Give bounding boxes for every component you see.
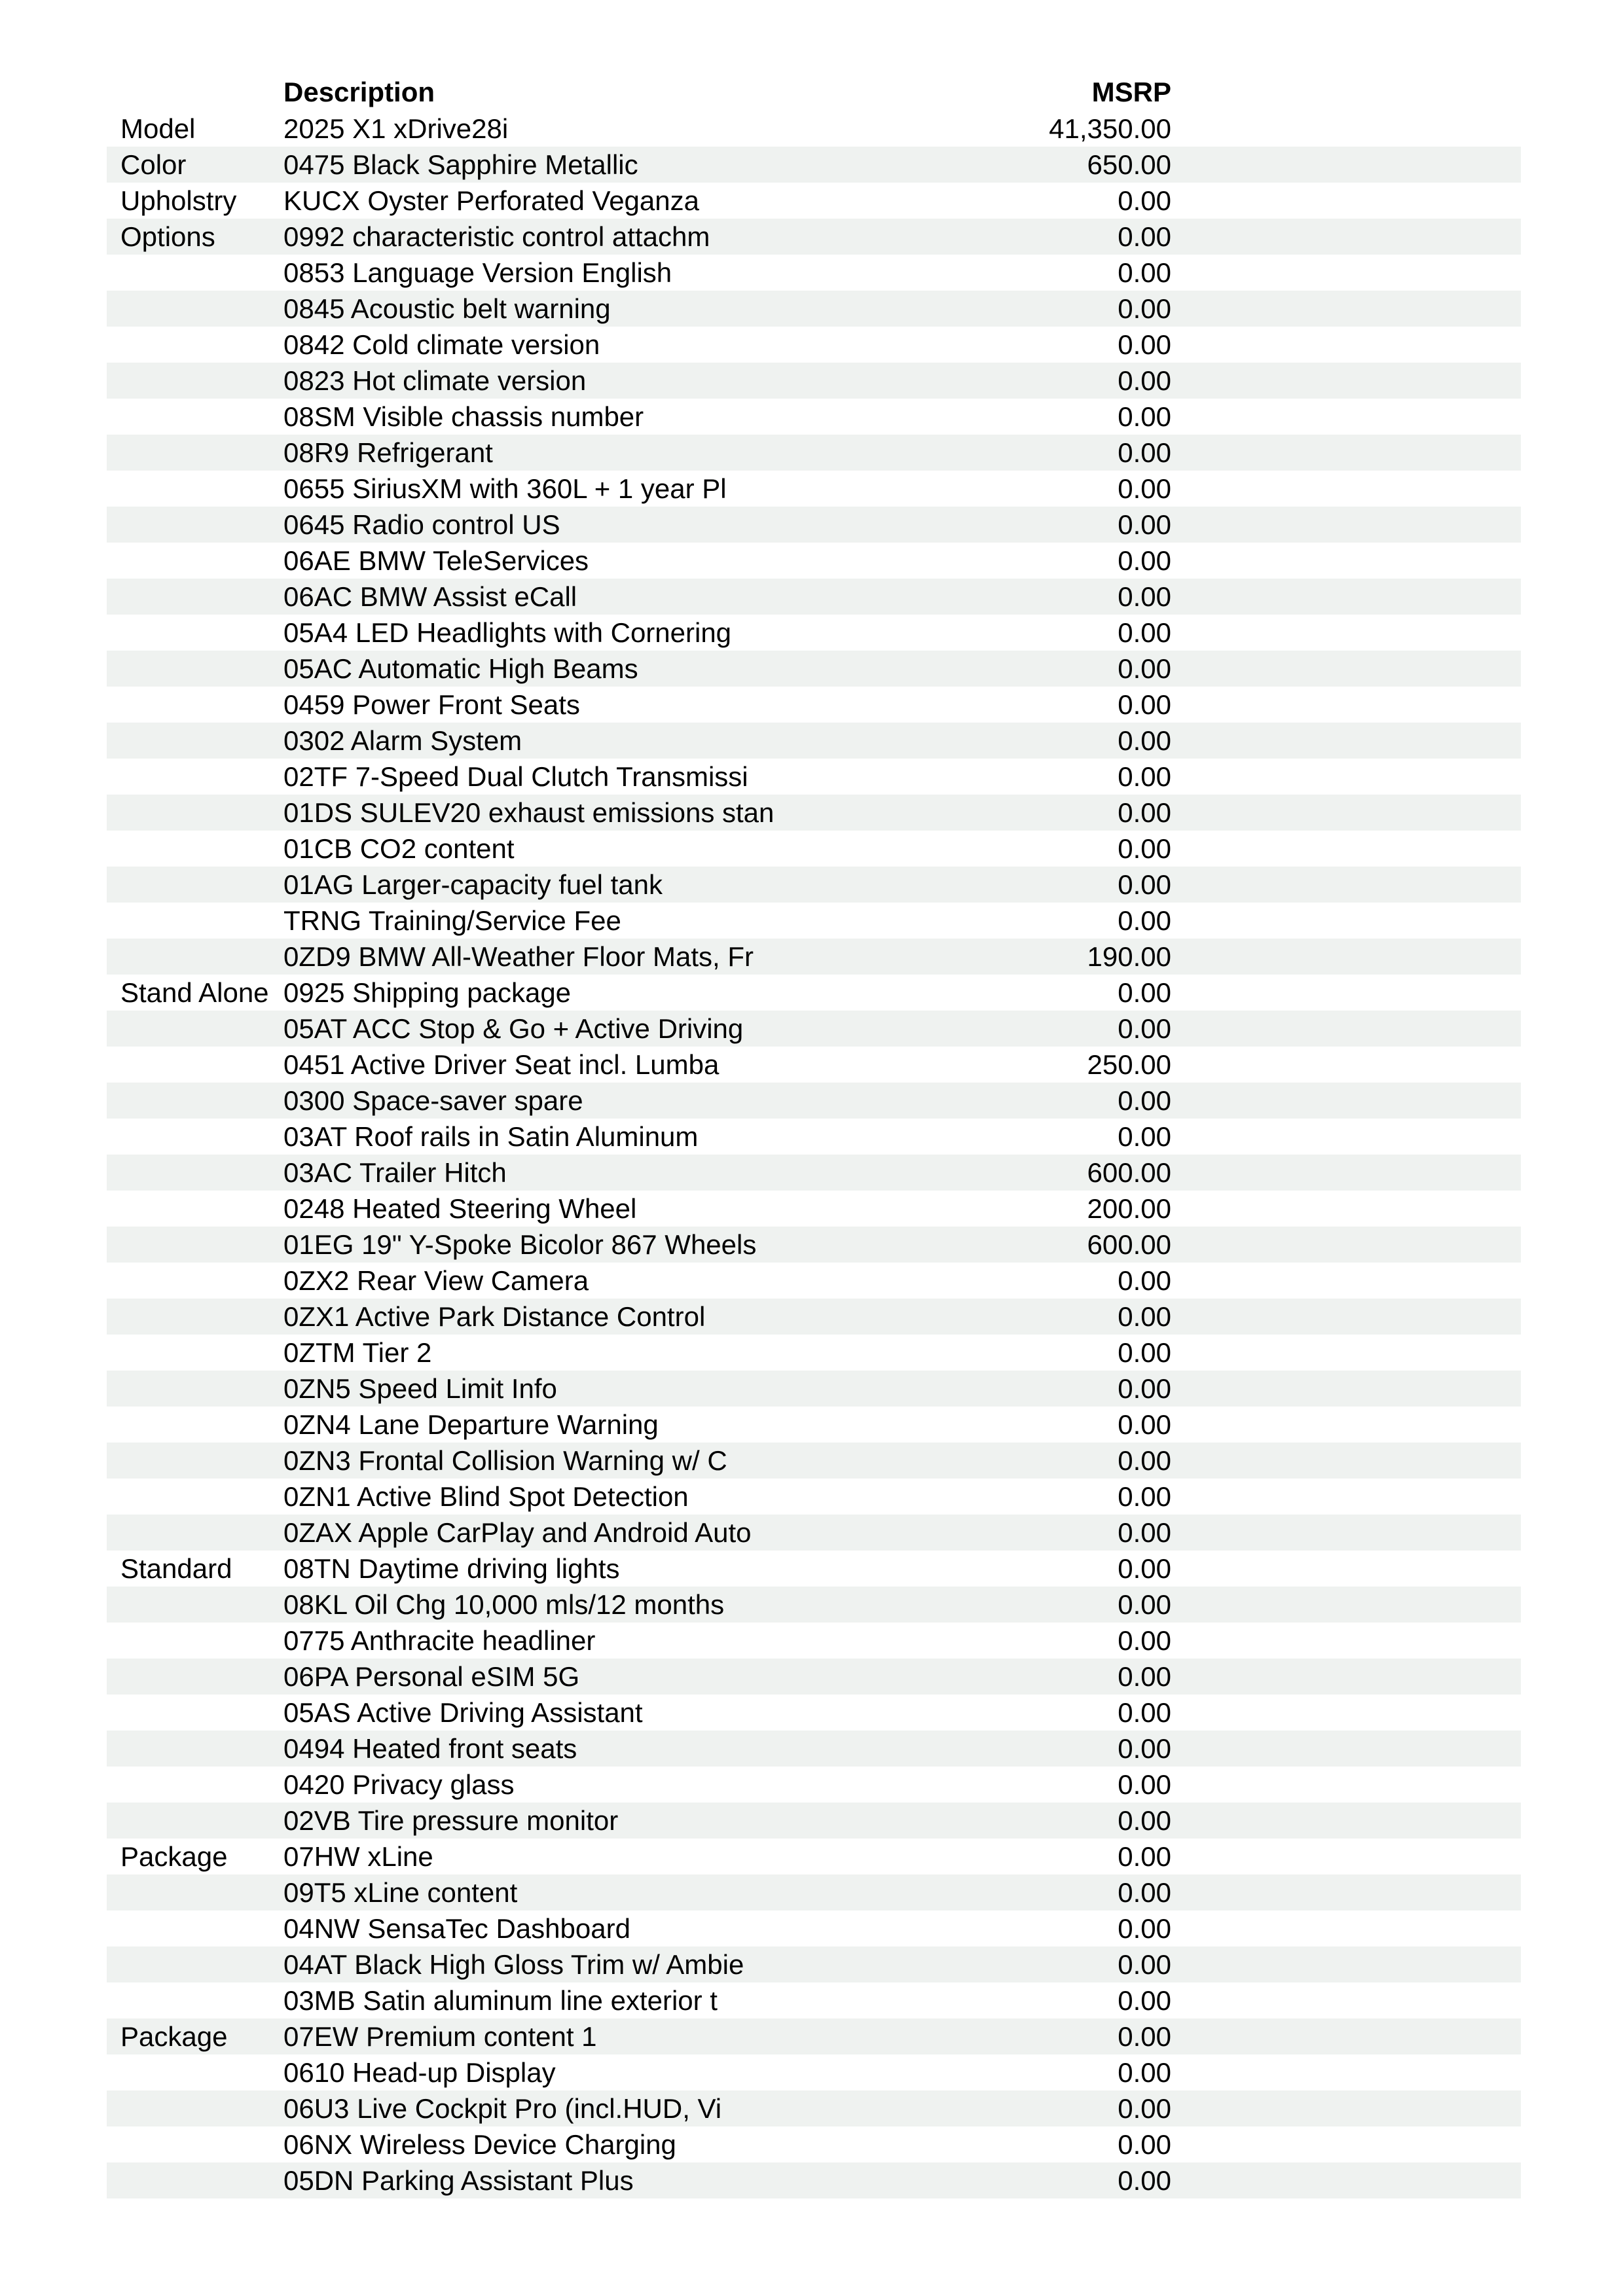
row-filler	[1171, 147, 1521, 183]
msrp-cell: 650.00	[1087, 149, 1171, 180]
row-filler	[1171, 579, 1521, 615]
table-row	[107, 615, 1521, 651]
row-filler	[1171, 1767, 1521, 1803]
description-cell: 03AC Trailer Hitch	[283, 1157, 507, 1188]
msrp-cell: 0.00	[1118, 545, 1171, 576]
msrp-cell: 0.00	[1118, 1085, 1171, 1116]
table-row	[107, 399, 1521, 435]
row-filler	[1171, 1551, 1521, 1587]
table-row	[107, 831, 1521, 867]
msrp-cell: 0.00	[1118, 689, 1171, 720]
row-filler	[1171, 2126, 1521, 2162]
row-filler	[1171, 1119, 1521, 1155]
msrp-cell: 0.00	[1118, 1553, 1171, 1584]
description-cell: 2025 X1 xDrive28i	[283, 113, 509, 144]
table-row	[107, 1874, 1521, 1910]
table-row	[107, 1407, 1521, 1443]
table-row	[107, 543, 1521, 579]
msrp-cell: 0.00	[1118, 1337, 1171, 1368]
row-filler	[1171, 1874, 1521, 1910]
table-row	[107, 975, 1521, 1011]
table-row	[107, 1299, 1521, 1335]
table-row	[107, 579, 1521, 615]
description-cell: 05AC Automatic High Beams	[283, 653, 638, 684]
category-cell: Stand Alone	[120, 977, 269, 1008]
row-filler	[1171, 1515, 1521, 1551]
msrp-cell: 0.00	[1118, 1661, 1171, 1692]
row-filler	[1171, 1371, 1521, 1407]
row-filler	[1171, 219, 1521, 255]
row-filler	[1171, 1659, 1521, 1695]
row-filler	[1171, 795, 1521, 831]
table-row	[107, 867, 1521, 903]
category-cell: Upholstry	[120, 185, 237, 216]
row-filler	[1171, 1623, 1521, 1659]
description-cell: 0459 Power Front Seats	[283, 689, 580, 720]
table-row	[107, 1946, 1521, 1982]
description-cell: 03AT Roof rails in Satin Aluminum	[283, 1121, 699, 1152]
description-cell: 0ZD9 BMW All-Weather Floor Mats, Fr	[283, 941, 754, 972]
category-cell: Package	[120, 2021, 228, 2052]
msrp-cell: 0.00	[1118, 1301, 1171, 1332]
msrp-cell: 0.00	[1118, 905, 1171, 936]
table-row	[107, 1515, 1521, 1551]
msrp-cell: 0.00	[1118, 2129, 1171, 2160]
msrp-cell: 600.00	[1087, 1229, 1171, 1260]
description-cell: 01CB CO2 content	[283, 833, 515, 864]
description-cell: 0ZN4 Lane Departure Warning	[283, 1409, 659, 1440]
table-row	[107, 1227, 1521, 1263]
description-cell: 0ZX1 Active Park Distance Control	[283, 1301, 706, 1332]
row-filler	[1171, 1731, 1521, 1767]
description-cell: 06AE BMW TeleServices	[283, 545, 589, 576]
table-row	[107, 795, 1521, 831]
category-cell: Color	[120, 149, 187, 180]
description-cell: TRNG Training/Service Fee	[283, 905, 621, 936]
table-body	[107, 111, 1521, 2198]
description-cell: 08R9 Refrigerant	[283, 437, 493, 468]
table-row	[107, 2018, 1521, 2054]
description-cell: 0842 Cold climate version	[283, 329, 600, 360]
msrp-cell: 41,350.00	[1049, 113, 1171, 144]
row-filler	[1171, 363, 1521, 399]
table-row	[107, 903, 1521, 939]
description-cell: 0300 Space-saver spare	[283, 1085, 583, 1116]
msrp-cell: 0.00	[1118, 1373, 1171, 1404]
row-filler	[1171, 543, 1521, 579]
msrp-cell: 190.00	[1087, 941, 1171, 972]
description-cell: 0ZN1 Active Blind Spot Detection	[283, 1481, 689, 1512]
description-cell: 0853 Language Version English	[283, 257, 672, 288]
description-cell: 05AS Active Driving Assistant	[283, 1697, 643, 1728]
description-cell: 04AT Black High Gloss Trim w/ Ambie	[283, 1949, 744, 1980]
row-filler	[1171, 687, 1521, 723]
description-cell: 0823 Hot climate version	[283, 365, 587, 396]
description-cell: 0ZN5 Speed Limit Info	[283, 1373, 557, 1404]
msrp-cell: 0.00	[1118, 1517, 1171, 1548]
row-filler	[1171, 1695, 1521, 1731]
description-cell: 0992 characteristic control attachm	[283, 221, 710, 252]
msrp-cell: 0.00	[1118, 761, 1171, 792]
description-cell: 04NW SensaTec Dashboard	[283, 1913, 630, 1944]
table-row	[107, 1910, 1521, 1946]
category-cell: Options	[120, 221, 215, 252]
msrp-cell: 0.00	[1118, 473, 1171, 504]
description-cell: 08SM Visible chassis number	[283, 401, 644, 432]
description-cell: 0ZAX Apple CarPlay and Android Auto	[283, 1517, 752, 1548]
table-row	[107, 1119, 1521, 1155]
row-filler	[1171, 975, 1521, 1011]
table-row	[107, 363, 1521, 399]
row-filler	[1171, 903, 1521, 939]
msrp-column-header: MSRP	[1091, 77, 1171, 107]
row-filler	[1171, 615, 1521, 651]
table-row	[107, 2162, 1521, 2198]
msrp-cell: 0.00	[1118, 365, 1171, 396]
row-filler	[1171, 1191, 1521, 1227]
row-filler	[1171, 1946, 1521, 1982]
table-row	[107, 651, 1521, 687]
row-filler	[1171, 1407, 1521, 1443]
row-filler	[1171, 1335, 1521, 1371]
description-cell: 0420 Privacy glass	[283, 1769, 515, 1800]
table-row	[107, 1083, 1521, 1119]
description-cell: 0ZN3 Frontal Collision Warning w/ C	[283, 1445, 727, 1476]
msrp-cell: 600.00	[1087, 1157, 1171, 1188]
row-filler	[1171, 1155, 1521, 1191]
table-row	[107, 183, 1521, 219]
row-filler	[1171, 1227, 1521, 1263]
table-row	[107, 1982, 1521, 2018]
table-row	[107, 291, 1521, 327]
table-row	[107, 111, 1521, 147]
table-row	[107, 1767, 1521, 1803]
row-filler	[1171, 327, 1521, 363]
description-cell: 0610 Head-up Display	[283, 2057, 556, 2088]
description-cell: 06U3 Live Cockpit Pro (incl.HUD, Vi	[283, 2093, 722, 2124]
msrp-cell: 0.00	[1118, 509, 1171, 540]
description-cell: 02TF 7-Speed Dual Clutch Transmissi	[283, 761, 748, 792]
row-filler	[1171, 2018, 1521, 2054]
description-cell: 0248 Heated Steering Wheel	[283, 1193, 637, 1224]
table-row	[107, 1191, 1521, 1227]
msrp-cell: 0.00	[1118, 869, 1171, 900]
description-cell: 02VB Tire pressure monitor	[283, 1805, 619, 1836]
row-filler	[1171, 759, 1521, 795]
table-row	[107, 219, 1521, 255]
table-row	[107, 471, 1521, 507]
description-cell: 06PA Personal eSIM 5G	[283, 1661, 580, 1692]
msrp-cell: 0.00	[1118, 1949, 1171, 1980]
table-row	[107, 1623, 1521, 1659]
table-row	[107, 2126, 1521, 2162]
row-filler	[1171, 399, 1521, 435]
row-filler	[1171, 471, 1521, 507]
row-filler	[1171, 111, 1521, 147]
row-filler	[1171, 1047, 1521, 1083]
description-cell: 05DN Parking Assistant Plus	[283, 2165, 634, 2196]
table-row	[107, 2090, 1521, 2126]
description-cell: 0ZTM Tier 2	[283, 1337, 432, 1368]
description-cell: 05A4 LED Headlights with Cornering	[283, 617, 732, 648]
description-cell: 07HW xLine	[283, 1841, 433, 1872]
category-cell: Model	[120, 113, 196, 144]
msrp-cell: 0.00	[1118, 2165, 1171, 2196]
msrp-cell: 0.00	[1118, 2021, 1171, 2052]
description-cell: 0655 SiriusXM with 360L + 1 year Pl	[283, 473, 727, 504]
table-row	[107, 1335, 1521, 1371]
table-row	[107, 1371, 1521, 1407]
table-row	[107, 1803, 1521, 1839]
row-filler	[1171, 435, 1521, 471]
msrp-cell: 0.00	[1118, 1697, 1171, 1728]
description-cell: KUCX Oyster Perforated Veganza	[283, 185, 699, 216]
table-row	[107, 1695, 1521, 1731]
description-cell: 06AC BMW Assist eCall	[283, 581, 577, 612]
description-cell: 0302 Alarm System	[283, 725, 522, 756]
row-filler	[1171, 2054, 1521, 2090]
table-row	[107, 327, 1521, 363]
description-cell: 01AG Larger-capacity fuel tank	[283, 869, 663, 900]
description-cell: 05AT ACC Stop & Go + Active Driving	[283, 1013, 744, 1044]
row-filler	[1171, 1443, 1521, 1479]
msrp-cell: 0.00	[1118, 1733, 1171, 1764]
row-filler	[1171, 1982, 1521, 2018]
msrp-cell: 0.00	[1118, 329, 1171, 360]
table-row	[107, 507, 1521, 543]
table-row	[107, 1443, 1521, 1479]
description-cell: 01EG 19" Y-Spoke Bicolor 867 Wheels	[283, 1229, 757, 1260]
row-filler	[1171, 723, 1521, 759]
vehicle-options-price-table	[107, 73, 1521, 2198]
table-header-row	[107, 73, 1521, 111]
msrp-cell: 0.00	[1118, 2093, 1171, 2124]
description-cell: 0494 Heated front seats	[283, 1733, 577, 1764]
msrp-cell: 0.00	[1118, 797, 1171, 828]
description-cell: 06NX Wireless Device Charging	[283, 2129, 676, 2160]
header-filler	[1171, 73, 1521, 111]
msrp-cell: 0.00	[1118, 1769, 1171, 1800]
row-filler	[1171, 1299, 1521, 1335]
msrp-cell: 0.00	[1118, 1409, 1171, 1440]
table-row	[107, 723, 1521, 759]
row-filler	[1171, 1910, 1521, 1946]
table-row	[107, 1047, 1521, 1083]
row-filler	[1171, 831, 1521, 867]
description-cell: 0925 Shipping package	[283, 977, 572, 1008]
row-filler	[1171, 1587, 1521, 1623]
row-filler	[1171, 1839, 1521, 1874]
description-cell: 09T5 xLine content	[283, 1877, 518, 1908]
msrp-cell: 0.00	[1118, 1805, 1171, 1836]
msrp-cell: 0.00	[1118, 401, 1171, 432]
table-row	[107, 759, 1521, 795]
msrp-cell: 0.00	[1118, 1985, 1171, 2016]
table-row	[107, 1155, 1521, 1191]
msrp-cell: 0.00	[1118, 725, 1171, 756]
row-filler	[1171, 507, 1521, 543]
description-cell: 0645 Radio control US	[283, 509, 560, 540]
table-row	[107, 1839, 1521, 1874]
row-filler	[1171, 2090, 1521, 2126]
row-filler	[1171, 255, 1521, 291]
description-cell: 08TN Daytime driving lights	[283, 1553, 620, 1584]
table-row	[107, 1659, 1521, 1695]
table-row	[107, 1731, 1521, 1767]
msrp-cell: 0.00	[1118, 581, 1171, 612]
msrp-cell: 200.00	[1087, 1193, 1171, 1224]
msrp-cell: 250.00	[1087, 1049, 1171, 1080]
description-cell: 01DS SULEV20 exhaust emissions stan	[283, 797, 775, 828]
msrp-cell: 0.00	[1118, 1265, 1171, 1296]
msrp-cell: 0.00	[1118, 437, 1171, 468]
description-cell: 08KL Oil Chg 10,000 mls/12 months	[283, 1589, 725, 1620]
table-row	[107, 1479, 1521, 1515]
category-cell: Standard	[120, 1553, 232, 1584]
row-filler	[1171, 183, 1521, 219]
msrp-cell: 0.00	[1118, 1589, 1171, 1620]
description-cell: 0475 Black Sapphire Metallic	[283, 149, 638, 180]
msrp-cell: 0.00	[1118, 1913, 1171, 1944]
table-row	[107, 939, 1521, 975]
description-column-header: Description	[283, 77, 435, 107]
row-filler	[1171, 2162, 1521, 2198]
row-filler	[1171, 1011, 1521, 1047]
table-row	[107, 1587, 1521, 1623]
msrp-cell: 0.00	[1118, 977, 1171, 1008]
table-row	[107, 1263, 1521, 1299]
table-row	[107, 435, 1521, 471]
table-row	[107, 147, 1521, 183]
msrp-cell: 0.00	[1118, 2057, 1171, 2088]
msrp-cell: 0.00	[1118, 1481, 1171, 1512]
row-filler	[1171, 651, 1521, 687]
msrp-cell: 0.00	[1118, 1013, 1171, 1044]
description-cell: 0845 Acoustic belt warning	[283, 293, 611, 324]
description-cell: 03MB Satin aluminum line exterior t	[283, 1985, 718, 2016]
category-cell: Package	[120, 1841, 228, 1872]
row-filler	[1171, 1263, 1521, 1299]
table-row	[107, 1011, 1521, 1047]
msrp-cell: 0.00	[1118, 257, 1171, 288]
row-filler	[1171, 291, 1521, 327]
msrp-cell: 0.00	[1118, 653, 1171, 684]
table-row	[107, 687, 1521, 723]
row-filler	[1171, 867, 1521, 903]
msrp-cell: 0.00	[1118, 1841, 1171, 1872]
msrp-cell: 0.00	[1118, 833, 1171, 864]
table-row	[107, 1551, 1521, 1587]
msrp-cell: 0.00	[1118, 293, 1171, 324]
msrp-cell: 0.00	[1118, 1445, 1171, 1476]
msrp-cell: 0.00	[1118, 1625, 1171, 1656]
description-cell: 0775 Anthracite headliner	[283, 1625, 596, 1656]
table-row	[107, 2054, 1521, 2090]
row-filler	[1171, 1083, 1521, 1119]
table-row	[107, 255, 1521, 291]
description-cell: 0451 Active Driver Seat incl. Lumba	[283, 1049, 720, 1080]
msrp-cell: 0.00	[1118, 221, 1171, 252]
row-filler	[1171, 1803, 1521, 1839]
msrp-cell: 0.00	[1118, 1121, 1171, 1152]
row-filler	[1171, 1479, 1521, 1515]
description-cell: 0ZX2 Rear View Camera	[283, 1265, 589, 1296]
description-cell: 07EW Premium content 1	[283, 2021, 597, 2052]
msrp-cell: 0.00	[1118, 617, 1171, 648]
msrp-cell: 0.00	[1118, 185, 1171, 216]
row-filler	[1171, 939, 1521, 975]
msrp-cell: 0.00	[1118, 1877, 1171, 1908]
